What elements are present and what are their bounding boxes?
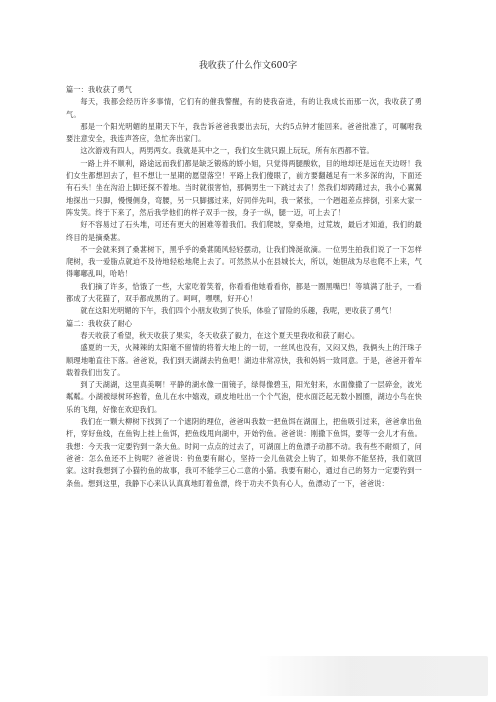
paragraph: 那是一个阳光明媚的星期天下午，我告诉爸爸我要出去玩，大约5点钟才能回来。爸爸批准了，可嘱咐我要注意安全，我连声答应，急忙奔出家门。: [66, 121, 422, 144]
paragraph: 我们在一颗大柳树下找到了一个遮阴的理位，爸爸叫我数一把鱼饵在湖面上，把鱼吸引过来，爸爸拿出鱼杆，穿好鱼线，在鱼钩上挂上鱼饵，把鱼线甩向湖中，开始钓鱼。爸爸说：刚撒下鱼饵，要等一会儿才有鱼。我想：今天我一定要钓到一条大鱼。时间一点点的过去了，可湖面上的鱼漂子动都不动。我有些不耐烦了，问爸爸：怎么鱼还不上钩呢？爸爸说：钓鱼要有耐心，坚持一会儿鱼就会上钩了，如果你不能坚持，我们就回家。这时我想到了小猫钓鱼的故事，我可不能学三心二意的小猫。我要有耐心，通过自己的努力一定要钓到一条鱼。想到这里，我静下心来认认真真地盯着鱼漂，终于功夫不负有心人，鱼漂动了一下，爸爸说：: [66, 417, 422, 488]
paragraph: 我们摘了许多，恰饿了一些，大家吃着笑着，你看看他她看看你，都是一圈黑嘴巴！等填满了肚子，一看都成了大花猫了，双手都成黑的了。呵呵，嘿嘿，好开心！: [66, 281, 422, 304]
watermark-banner: [258, 656, 488, 696]
paragraph: 不一会就来到了桑葚树下，黑乎乎的桑葚随风轻轻摆动，让我们馋涎欲滴。一位男生拍我们说了一下怎样爬树，我一爱脂点就迫不及待地轻松地爬上去了。可然然从小在县城长大，所以，她胆战为尽也爬不上来，气得嘟嘟乱叫，哈哈！: [66, 244, 422, 279]
paragraph: 就在这阳光明媚的下午，我们四个小朋友收到了快乐，体验了冒险的乐趣，我呢，更收获了勇气！: [80, 306, 396, 316]
section-heading: 篇一：我收获了勇气: [66, 85, 133, 94]
paragraph: 这次游戏有四人，两男两女。我就是其中之一，我们女生就只跟上玩玩，所有东西都不管。: [80, 146, 374, 156]
document-body: [66, 84, 422, 490]
paragraph: 一路上并不顺利，路途远而我们都是缺乏锻炼的娇小姐，只觉得两腿酸软，目的地却还是远在天边呀！我们女生都想回去了，但不想让一星期的愿望落空！平路上我们傻眼了，前方要翻越足有一米多深的沟，下面还有石头！坐在沟沿上脚还探不着地。当时就很害怕，那俩男生一下跳过去了！然我们却踌躇过去，我小心翼翼地探出一只脚，慢慢侧身，弯腰，另一只脚挪过来，好同伴先叫，我一紧张，一个趔趄差点摔倒，引来大家一阵发笑。终于下来了，然后我学他们的样子双手一按，身子一纵，腿一迈，可上去了！: [66, 158, 422, 217]
paragraph: 春天收获了希望，秋天收获了果实，冬天收获了毅力，在这个夏天里我收和获了耐心。: [80, 330, 360, 340]
paragraph: 好不容易过了石头堆，可还有更大的困难等着我们。我们爬坡，穿桑地，过荒坡，最后才知道，我们的最终目的是摘桑葚。: [66, 220, 422, 242]
section-heading: 篇二：我收获了耐心: [66, 318, 133, 328]
paragraph: 盛夏的一天，火辣辣的太阳毫不留情的将着大地上的一切，一丝风也没有，又闷又热，我俩头上的汗珠子顺理地啪直往下落。爸爸说，我们到天湖湖去钓鱼吧！湖边非常凉快，我和妈妈一致同意。于是，爸爸开着车载着我们出发了。: [66, 343, 422, 377]
paragraph: 到了天湖湖，这里真美啊！平静的湖水像一面镜子，绿得像碧玉，阳光射来，水面像撒了一层碎金，波光粼粼。小湖被绿树环抱着，鱼儿在水中嬉戏，顽皮地吐出一个个气泡，使水面泛起无数小圆圈，湖边小鸟在快乐的飞翔，好像在欢迎我们。: [66, 380, 422, 414]
document-title: 我收获了什么作文600字: [198, 61, 298, 71]
paragraph: 每天，我都会经历许多事情，它们有的催我警醒，有的使我奋进，有的让我成长而那一次，我收获了勇气。: [66, 97, 422, 119]
